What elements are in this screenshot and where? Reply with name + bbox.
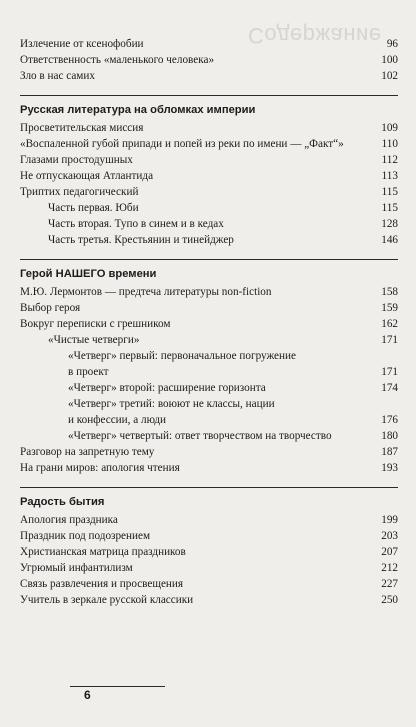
- section-title: Герой НАШЕГО времени: [20, 268, 157, 280]
- section-divider: [20, 259, 398, 260]
- toc-subsubentry: «Четверг» четвертый: ответ творчеством на творчество 180: [68, 430, 398, 442]
- toc-entry: Глазами простодушных 112: [20, 154, 398, 166]
- toc-subsubentry: «Четверг» первый: первоначальное погружение: [68, 350, 296, 362]
- toc-entry: Зло в нас самих 102: [20, 70, 398, 82]
- toc-entry: На грани миров: апология чтения 193: [20, 462, 398, 474]
- toc-entry: Ответственность «маленького человека» 100: [20, 54, 398, 66]
- section-title: Русская литература на обломках империи: [20, 104, 256, 116]
- toc-entry: «Воспаленной губой припади и попей из реки по имени — „Факт“» 110: [20, 138, 398, 150]
- toc-subentry: Часть вторая. Тупо в синем и в кедах 128: [48, 218, 398, 230]
- toc-entry: Учитель в зеркале русской классики 250: [20, 594, 398, 606]
- section-title: Радость бытия: [20, 496, 105, 508]
- toc-entry: Христианская матрица праздников 207: [20, 546, 398, 558]
- toc-subsubentry-continuation: в проект 171: [68, 366, 398, 378]
- toc-entry: Вокруг переписки с грешником 162: [20, 318, 398, 330]
- toc-subsubentry-continuation: и конфессии, а люди 176: [68, 414, 398, 426]
- table-of-contents: [20, 36, 398, 608]
- section-divider: [20, 487, 398, 488]
- bleed-through-title: Содержание: [248, 23, 382, 48]
- toc-subsubentry: «Четверг» третий: воюют не классы, нации: [68, 398, 275, 410]
- toc-subentry: «Чистые четверги» 171: [48, 334, 398, 346]
- toc-entry: Угрюмый инфантилизм 212: [20, 562, 398, 574]
- section-divider: [20, 95, 398, 96]
- page-number: 6: [84, 688, 91, 702]
- toc-entry: Триптих педагогический 115: [20, 186, 398, 198]
- toc-entry: Праздник под подозрением 203: [20, 530, 398, 542]
- toc-subsubentry: «Четверг» второй: расширение горизонта 174: [68, 382, 398, 394]
- toc-entry: Апология праздника 199: [20, 514, 398, 526]
- toc-entry: Не отпускающая Атлантида 113: [20, 170, 398, 182]
- toc-entry: Просветительская миссия 109: [20, 122, 398, 134]
- toc-subentry: Часть третья. Крестьянин и тинейджер 146: [48, 234, 398, 246]
- toc-entry: Выбор героя 159: [20, 302, 398, 314]
- toc-entry: Разговор на запретную тему 187: [20, 446, 398, 458]
- toc-subentry: Часть первая. Юби 115: [48, 202, 398, 214]
- toc-entry: Связь развлечения и просвещения 227: [20, 578, 398, 590]
- footer-rule: [70, 686, 165, 687]
- toc-entry: М.Ю. Лермонтов — предтеча литературы non-fiction 158: [20, 286, 398, 298]
- toc-entry: Излечение от ксенофобии 96: [20, 38, 398, 50]
